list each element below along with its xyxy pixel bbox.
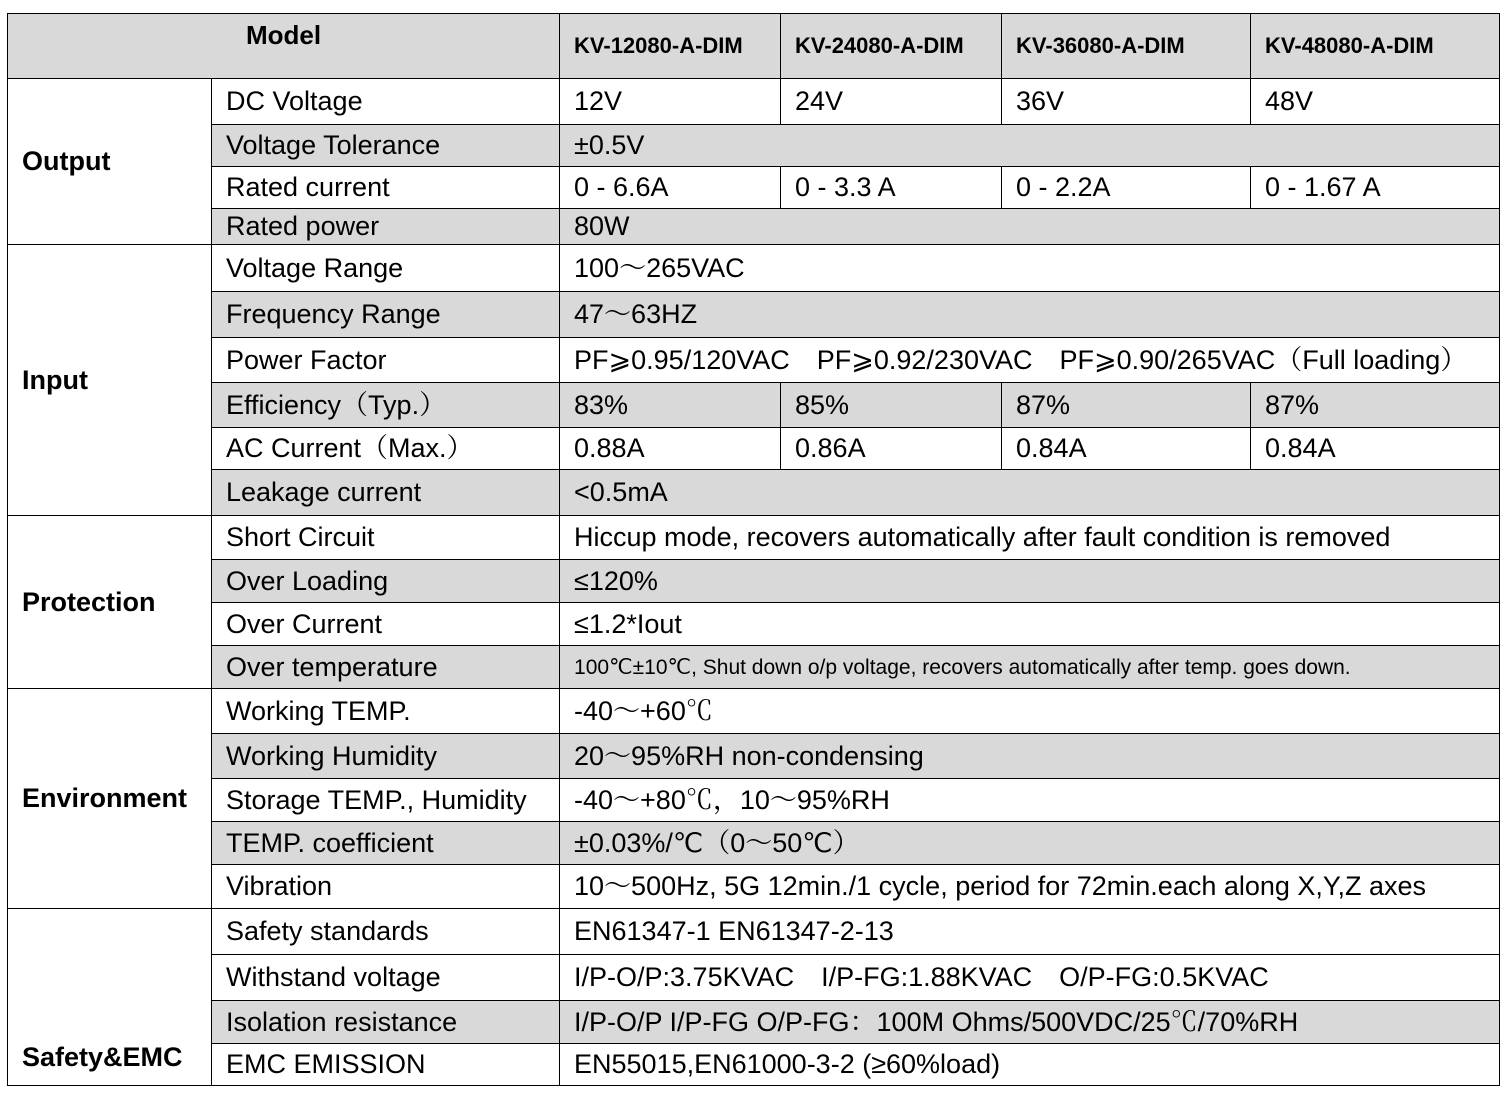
cell-value: 36V	[1002, 79, 1251, 125]
cell-value: 100℃±10℃, Shut down o/p voltage, recovers automatically after temp. goes down.	[560, 646, 1500, 689]
row-label: Over Loading	[212, 560, 560, 603]
model-header: Model	[8, 14, 560, 79]
row-rated-current	[8, 167, 1500, 209]
cell-value: 87%	[1002, 383, 1251, 428]
row-over-loading	[8, 560, 1500, 603]
model-name: KV-12080-A-DIM	[560, 14, 781, 79]
row-label: Rated power	[212, 209, 560, 245]
row-label: Storage TEMP., Humidity	[212, 779, 560, 822]
row-isolation-resistance	[8, 1001, 1500, 1044]
row-label: Voltage Tolerance	[212, 125, 560, 167]
cell-value: 0 - 6.6A	[560, 167, 781, 209]
row-voltage-tolerance	[8, 125, 1500, 167]
group-protection: Protection	[8, 516, 212, 689]
group-safety-emc: Safety&EMC	[8, 909, 212, 1086]
cell-value: I/P-O/P:3.75KVAC I/P-FG:1.88KVAC O/P-FG:0.5KVAC	[560, 955, 1500, 1001]
cell-value: 48V	[1251, 79, 1500, 125]
group-environment: Environment	[8, 689, 212, 909]
row-label: Vibration	[212, 865, 560, 909]
cell-value: 87%	[1251, 383, 1500, 428]
cell-value: ±0.03%/℃（0～50℃）	[560, 822, 1500, 865]
cell-value: 85%	[781, 383, 1002, 428]
cell-value: ≤120%	[560, 560, 1500, 603]
row-safety-standards	[8, 909, 1500, 955]
model-name: KV-36080-A-DIM	[1002, 14, 1251, 79]
cell-value: 47～63HZ	[560, 292, 1500, 338]
cell-value: ≤1.2*Iout	[560, 603, 1500, 646]
row-withstand-voltage	[8, 955, 1500, 1001]
cell-value: 0.84A	[1002, 428, 1251, 470]
model-name: KV-24080-A-DIM	[781, 14, 1002, 79]
row-label: Leakage current	[212, 470, 560, 516]
row-label: Rated current	[212, 167, 560, 209]
row-label: Working TEMP.	[212, 689, 560, 734]
cell-value: 10～500Hz, 5G 12min./1 cycle, period for 72min.each along X,Y,Z axes	[560, 865, 1500, 909]
row-label: Safety standards	[212, 909, 560, 955]
row-label: Over Current	[212, 603, 560, 646]
row-working-temp	[8, 689, 1500, 734]
row-dc-voltage	[8, 79, 1500, 125]
row-frequency-range	[8, 292, 1500, 338]
row-short-circuit	[8, 516, 1500, 560]
group-input: Input	[8, 245, 212, 516]
cell-value: 0.88A	[560, 428, 781, 470]
cell-value: 0 - 1.67 A	[1251, 167, 1500, 209]
spec-table	[7, 13, 1500, 1086]
row-working-humidity	[8, 734, 1500, 779]
cell-value: Hiccup mode, recovers automatically after fault condition is removed	[560, 516, 1500, 560]
header-row	[8, 14, 1500, 79]
cell-value: 0 - 2.2A	[1002, 167, 1251, 209]
row-emc-emission	[8, 1044, 1500, 1086]
row-rated-power	[8, 209, 1500, 245]
row-label: Withstand voltage	[212, 955, 560, 1001]
row-leakage-current	[8, 470, 1500, 516]
row-label: Over temperature	[212, 646, 560, 689]
cell-value: <0.5mA	[560, 470, 1500, 516]
cell-value: 83%	[560, 383, 781, 428]
cell-value: 100～265VAC	[560, 245, 1500, 292]
row-power-factor	[8, 338, 1500, 383]
row-label: Voltage Range	[212, 245, 560, 292]
row-label: EMC EMISSION	[212, 1044, 560, 1086]
row-vibration	[8, 865, 1500, 909]
cell-value: I/P-O/P I/P-FG O/P-FG：100M Ohms/500VDC/25℃/70%RH	[560, 1001, 1500, 1044]
group-output: Output	[8, 79, 212, 245]
cell-value: 20～95%RH non-condensing	[560, 734, 1500, 779]
row-ac-current	[8, 428, 1500, 470]
row-over-current	[8, 603, 1500, 646]
cell-value: -40～+60℃	[560, 689, 1500, 734]
row-label: Isolation resistance	[212, 1001, 560, 1044]
row-voltage-range	[8, 245, 1500, 292]
row-storage	[8, 779, 1500, 822]
cell-value: 24V	[781, 79, 1002, 125]
cell-value: PF⩾0.95/120VAC PF⩾0.92/230VAC PF⩾0.90/265VAC（Full loading）	[560, 338, 1500, 383]
cell-value: 0 - 3.3 A	[781, 167, 1002, 209]
row-label: DC Voltage	[212, 79, 560, 125]
row-label: TEMP. coefficient	[212, 822, 560, 865]
cell-value: -40～+80℃，10～95%RH	[560, 779, 1500, 822]
cell-value: EN61347-1 EN61347-2-13	[560, 909, 1500, 955]
model-name: KV-48080-A-DIM	[1251, 14, 1500, 79]
cell-value: 80W	[560, 209, 1500, 245]
row-over-temperature	[8, 646, 1500, 689]
cell-value: ±0.5V	[560, 125, 1500, 167]
row-label: Short Circuit	[212, 516, 560, 560]
cell-value: 12V	[560, 79, 781, 125]
cell-value: 0.84A	[1251, 428, 1500, 470]
row-efficiency	[8, 383, 1500, 428]
cell-value: 0.86A	[781, 428, 1002, 470]
row-label: Power Factor	[212, 338, 560, 383]
row-label: Efficiency（Typ.）	[212, 383, 560, 428]
row-label: Working Humidity	[212, 734, 560, 779]
row-label: Frequency Range	[212, 292, 560, 338]
row-label: AC Current（Max.）	[212, 428, 560, 470]
row-temp-coefficient	[8, 822, 1500, 865]
cell-value: EN55015,EN61000-3-2 (≥60%load)	[560, 1044, 1500, 1086]
